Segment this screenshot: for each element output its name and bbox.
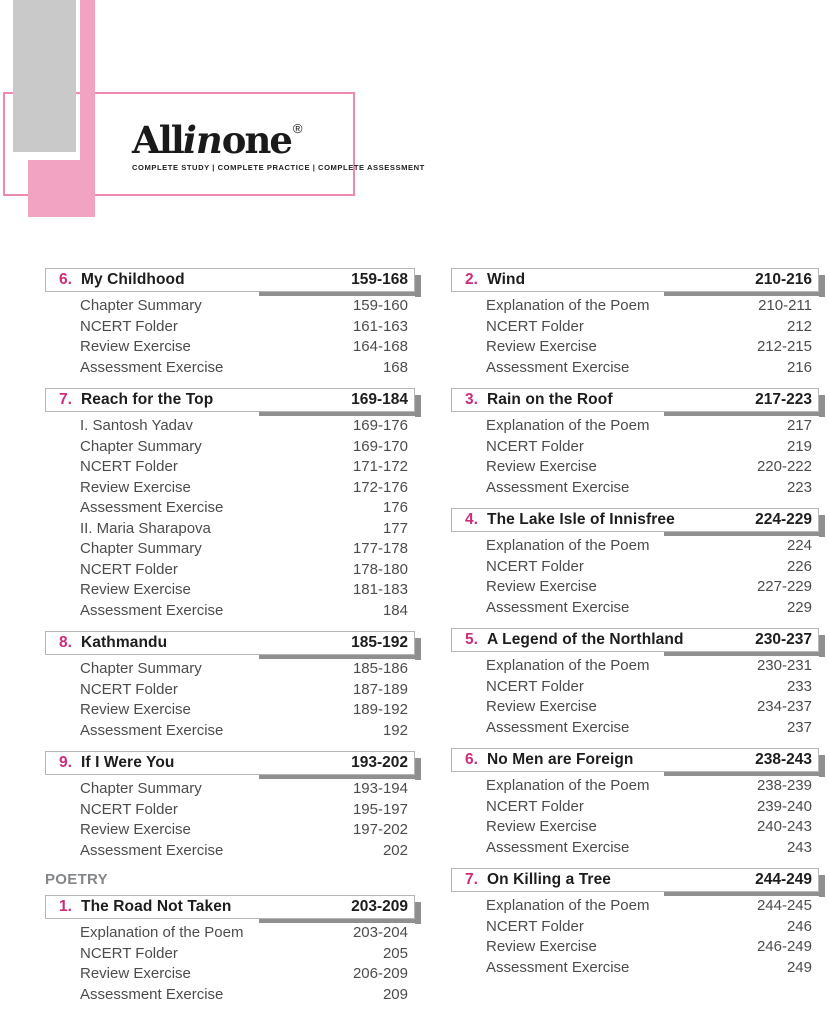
item-label: Chapter Summary <box>80 540 202 557</box>
chapter-entry <box>451 868 819 978</box>
brand-word-in: in <box>182 118 222 162</box>
chapter-title: On Killing a Tree <box>487 871 612 888</box>
item-label: NCERT Folder <box>80 458 178 475</box>
item-pages: 189-192 <box>352 701 408 718</box>
toc-item-row <box>451 656 819 677</box>
item-label: Assessment Exercise <box>80 841 224 859</box>
item-label: Explanation of the Poem <box>486 537 650 554</box>
chapter-page-range: 169-184 <box>351 391 408 408</box>
item-label: Review Exercise <box>486 458 597 475</box>
item-pages: 243 <box>786 838 812 856</box>
toc-item-row <box>451 478 819 499</box>
item-pages: 202 <box>382 841 408 859</box>
item-label: Assessment Exercise <box>80 601 224 619</box>
chapter-entry <box>451 748 819 858</box>
toc-item-row <box>451 598 819 619</box>
item-label: Assessment Exercise <box>80 358 224 376</box>
toc-item-row <box>45 498 415 519</box>
chapter-items <box>45 919 415 1005</box>
item-label: Explanation of the Poem <box>486 417 650 434</box>
chapter-header <box>451 748 819 772</box>
item-pages: 192 <box>382 721 408 739</box>
chapter-entry <box>45 631 415 741</box>
chapter-title: If I Were You <box>81 754 175 771</box>
chapter-items <box>45 292 415 378</box>
toc-item-row <box>45 800 415 821</box>
item-label: NCERT Folder <box>486 317 584 335</box>
item-label: Assessment Exercise <box>486 718 630 736</box>
toc-item-row <box>45 358 415 379</box>
toc-item-row <box>451 817 819 838</box>
item-pages: 193-194 <box>352 780 408 797</box>
chapter-header <box>451 268 819 292</box>
toc-item-row <box>45 478 415 499</box>
chapter-page-range: 159-168 <box>351 271 408 288</box>
chapter-page-range: 203-209 <box>351 898 408 915</box>
chapter-page-range: 224-229 <box>755 511 812 528</box>
item-pages: 185-186 <box>352 660 408 677</box>
chapter-number: 4. <box>465 511 478 528</box>
item-label: NCERT Folder <box>486 797 584 815</box>
item-label: Review Exercise <box>486 578 597 595</box>
chapter-items <box>45 655 415 741</box>
toc-item-row <box>451 937 819 958</box>
item-label: Assessment Exercise <box>486 358 630 376</box>
toc-item-row <box>45 416 415 437</box>
section-label: POETRY <box>45 871 108 888</box>
chapter-items <box>451 772 819 858</box>
chapter-number: 3. <box>465 391 478 408</box>
toc-item-row <box>45 317 415 338</box>
chapter-number: 8. <box>59 634 72 651</box>
item-pages: 164-168 <box>352 338 408 355</box>
chapter-items <box>45 412 415 621</box>
item-pages: 246 <box>786 917 812 935</box>
item-pages: 169-176 <box>352 417 408 434</box>
toc-item-row <box>451 797 819 818</box>
item-pages: 219 <box>786 437 812 455</box>
item-label: Explanation of the Poem <box>486 777 650 794</box>
item-pages: 172-176 <box>352 478 408 496</box>
chapter-number: 6. <box>465 751 478 768</box>
item-pages: 212 <box>786 317 812 335</box>
item-label: Assessment Exercise <box>486 598 630 616</box>
toc-item-row <box>45 964 415 985</box>
toc-item-row <box>45 659 415 680</box>
item-label: Assessment Exercise <box>486 958 630 976</box>
chapter-title: A Legend of the Northland <box>487 631 684 648</box>
chapter-title: My Childhood <box>81 271 185 288</box>
item-pages: 210-211 <box>758 297 812 314</box>
toc-item-row <box>45 923 415 944</box>
item-label: II. Maria Sharapova <box>80 519 211 537</box>
item-label: I. Santosh Yadav <box>80 417 193 434</box>
chapter-header <box>45 895 415 919</box>
item-label: Review Exercise <box>80 701 191 718</box>
item-pages: 203-204 <box>352 924 408 941</box>
toc-item-row <box>45 457 415 478</box>
chapter-header <box>451 868 819 892</box>
chapter-items <box>451 412 819 498</box>
item-label: NCERT Folder <box>80 800 178 818</box>
chapter-title: No Men are Foreign <box>487 751 634 768</box>
item-label: NCERT Folder <box>486 917 584 935</box>
toc-item-row <box>45 985 415 1006</box>
chapter-items <box>451 532 819 618</box>
toc-item-row <box>451 776 819 797</box>
item-label: Explanation of the Poem <box>80 924 244 941</box>
toc-item-row <box>45 779 415 800</box>
item-label: Chapter Summary <box>80 437 202 455</box>
toc-right-column <box>451 268 819 988</box>
toc-item-row <box>45 820 415 841</box>
chapter-header <box>451 508 819 532</box>
toc-item-row <box>451 958 819 979</box>
item-pages: 217 <box>786 417 812 434</box>
toc-item-row <box>451 677 819 698</box>
chapter-entry <box>451 388 819 498</box>
item-pages: 216 <box>786 358 812 376</box>
chapter-header <box>45 268 415 292</box>
chapter-entry <box>451 628 819 738</box>
chapter-header <box>451 388 819 412</box>
item-label: Chapter Summary <box>80 297 202 314</box>
chapter-number: 2. <box>465 271 478 288</box>
brand-wordmark <box>132 110 425 162</box>
item-label: Assessment Exercise <box>80 721 224 739</box>
item-pages: 177 <box>382 519 408 537</box>
item-pages: 177-178 <box>352 540 408 557</box>
chapter-items <box>451 292 819 378</box>
item-pages: 178-180 <box>352 560 408 578</box>
chapter-page-range: 193-202 <box>351 754 408 771</box>
chapter-title: Wind <box>487 271 526 288</box>
registered-mark-icon: ® <box>292 121 303 136</box>
pink-square-decor <box>28 160 95 217</box>
chapter-title: Rain on the Roof <box>487 391 613 408</box>
item-label: NCERT Folder <box>486 557 584 575</box>
toc-item-row <box>451 557 819 578</box>
toc-item-row <box>45 580 415 601</box>
item-label: Review Exercise <box>486 698 597 715</box>
item-label: Chapter Summary <box>80 780 202 797</box>
item-pages: 195-197 <box>352 800 408 818</box>
chapter-header <box>45 388 415 412</box>
brand-word-one: one <box>221 118 291 162</box>
chapter-entry <box>45 751 415 861</box>
chapter-number: 5. <box>465 631 478 648</box>
item-pages: 249 <box>786 958 812 976</box>
toc-item-row <box>45 944 415 965</box>
toc-left-column <box>45 268 415 1015</box>
item-label: Assessment Exercise <box>80 985 224 1003</box>
chapter-header <box>45 631 415 655</box>
chapter-entry <box>45 268 415 378</box>
item-label: Review Exercise <box>80 965 191 982</box>
item-pages: 171-172 <box>352 458 408 475</box>
item-pages: 226 <box>786 557 812 575</box>
toc-item-row <box>451 296 819 317</box>
toc-item-row <box>451 917 819 938</box>
item-pages: 206-209 <box>352 965 408 982</box>
item-label: NCERT Folder <box>80 317 178 335</box>
chapter-header <box>45 751 415 775</box>
item-label: Assessment Exercise <box>486 478 630 496</box>
toc-item-row <box>451 416 819 437</box>
chapter-entry <box>45 895 415 1005</box>
item-label: Review Exercise <box>80 821 191 838</box>
toc-item-row <box>45 519 415 540</box>
chapter-page-range: 210-216 <box>755 271 812 288</box>
item-pages: 197-202 <box>352 821 408 838</box>
chapter-items <box>45 775 415 861</box>
chapter-number: 6. <box>59 271 72 288</box>
toc-item-row <box>451 337 819 358</box>
chapter-number: 9. <box>59 754 72 771</box>
item-pages: 187-189 <box>352 680 408 698</box>
item-pages: 212-215 <box>756 338 812 355</box>
toc-item-row <box>451 358 819 379</box>
item-pages: 159-160 <box>352 297 408 314</box>
item-label: Chapter Summary <box>80 660 202 677</box>
item-label: NCERT Folder <box>80 680 178 698</box>
toc-item-row <box>451 697 819 718</box>
chapter-number: 7. <box>59 391 72 408</box>
item-pages: 238-239 <box>756 777 812 794</box>
item-pages: 233 <box>786 677 812 695</box>
item-label: Review Exercise <box>486 338 597 355</box>
toc-item-row <box>451 457 819 478</box>
chapter-page-range: 217-223 <box>755 391 812 408</box>
item-label: Review Exercise <box>486 938 597 955</box>
toc-item-row <box>45 560 415 581</box>
chapter-number: 1. <box>59 898 72 915</box>
toc-item-row <box>451 838 819 859</box>
item-pages: 223 <box>786 478 812 496</box>
item-label: Review Exercise <box>486 818 597 835</box>
toc-item-row <box>451 317 819 338</box>
item-pages: 220-222 <box>756 458 812 475</box>
item-pages: 168 <box>382 358 408 376</box>
toc-item-row <box>45 700 415 721</box>
toc-item-row <box>45 539 415 560</box>
chapter-entry <box>45 388 415 621</box>
chapter-number: 7. <box>465 871 478 888</box>
item-pages: 184 <box>382 601 408 619</box>
item-pages: 244-245 <box>756 897 812 914</box>
brand-word-all: All <box>132 118 183 162</box>
item-pages: 161-163 <box>352 317 408 335</box>
item-pages: 240-243 <box>756 818 812 835</box>
chapter-page-range: 230-237 <box>755 631 812 648</box>
item-label: Review Exercise <box>80 581 191 598</box>
toc-item-row <box>45 601 415 622</box>
item-label: Explanation of the Poem <box>486 657 650 674</box>
item-label: NCERT Folder <box>486 437 584 455</box>
item-pages: 230-231 <box>756 657 812 674</box>
item-label: NCERT Folder <box>486 677 584 695</box>
toc-item-row <box>45 680 415 701</box>
toc-item-row <box>45 841 415 862</box>
item-label: Assessment Exercise <box>486 838 630 856</box>
chapter-header <box>451 628 819 652</box>
toc-item-row <box>45 437 415 458</box>
chapter-entry <box>451 508 819 618</box>
logo-tagline: COMPLETE STUDY | COMPLETE PRACTICE | COMPLETE ASSESSMENT <box>132 163 425 172</box>
chapter-page-range: 238-243 <box>755 751 812 768</box>
item-pages: 229 <box>786 598 812 616</box>
item-pages: 246-249 <box>756 938 812 955</box>
chapter-entry <box>451 268 819 378</box>
chapter-items <box>451 892 819 978</box>
toc-item-row <box>451 577 819 598</box>
item-pages: 237 <box>786 718 812 736</box>
item-pages: 169-170 <box>352 437 408 455</box>
item-pages: 224 <box>786 537 812 554</box>
item-label: Review Exercise <box>80 338 191 355</box>
toc-item-row <box>451 536 819 557</box>
toc-item-row <box>45 337 415 358</box>
item-pages: 234-237 <box>756 698 812 715</box>
toc-item-row <box>451 896 819 917</box>
item-label: Review Exercise <box>80 478 191 496</box>
chapter-title: Kathmandu <box>81 634 168 651</box>
item-pages: 239-240 <box>756 797 812 815</box>
item-label: Explanation of the Poem <box>486 897 650 914</box>
gray-rectangle-decor <box>13 0 76 152</box>
chapter-title: The Lake Isle of Innisfree <box>487 511 675 528</box>
item-pages: 181-183 <box>352 581 408 598</box>
brand-logo <box>132 110 425 172</box>
chapter-page-range: 244-249 <box>755 871 812 888</box>
chapter-items <box>451 652 819 738</box>
item-pages: 176 <box>382 499 408 516</box>
item-label: NCERT Folder <box>80 560 178 578</box>
item-label: Explanation of the Poem <box>486 297 650 314</box>
chapter-page-range: 185-192 <box>351 634 408 651</box>
item-pages: 205 <box>382 944 408 962</box>
toc-item-row <box>451 718 819 739</box>
toc-item-row <box>45 721 415 742</box>
item-pages: 227-229 <box>756 578 812 595</box>
toc-item-row <box>451 437 819 458</box>
chapter-title: Reach for the Top <box>81 391 214 408</box>
chapter-title: The Road Not Taken <box>81 898 232 915</box>
item-pages: 209 <box>382 985 408 1003</box>
item-label: NCERT Folder <box>80 944 178 962</box>
item-label: Assessment Exercise <box>80 499 224 516</box>
toc-item-row <box>45 296 415 317</box>
